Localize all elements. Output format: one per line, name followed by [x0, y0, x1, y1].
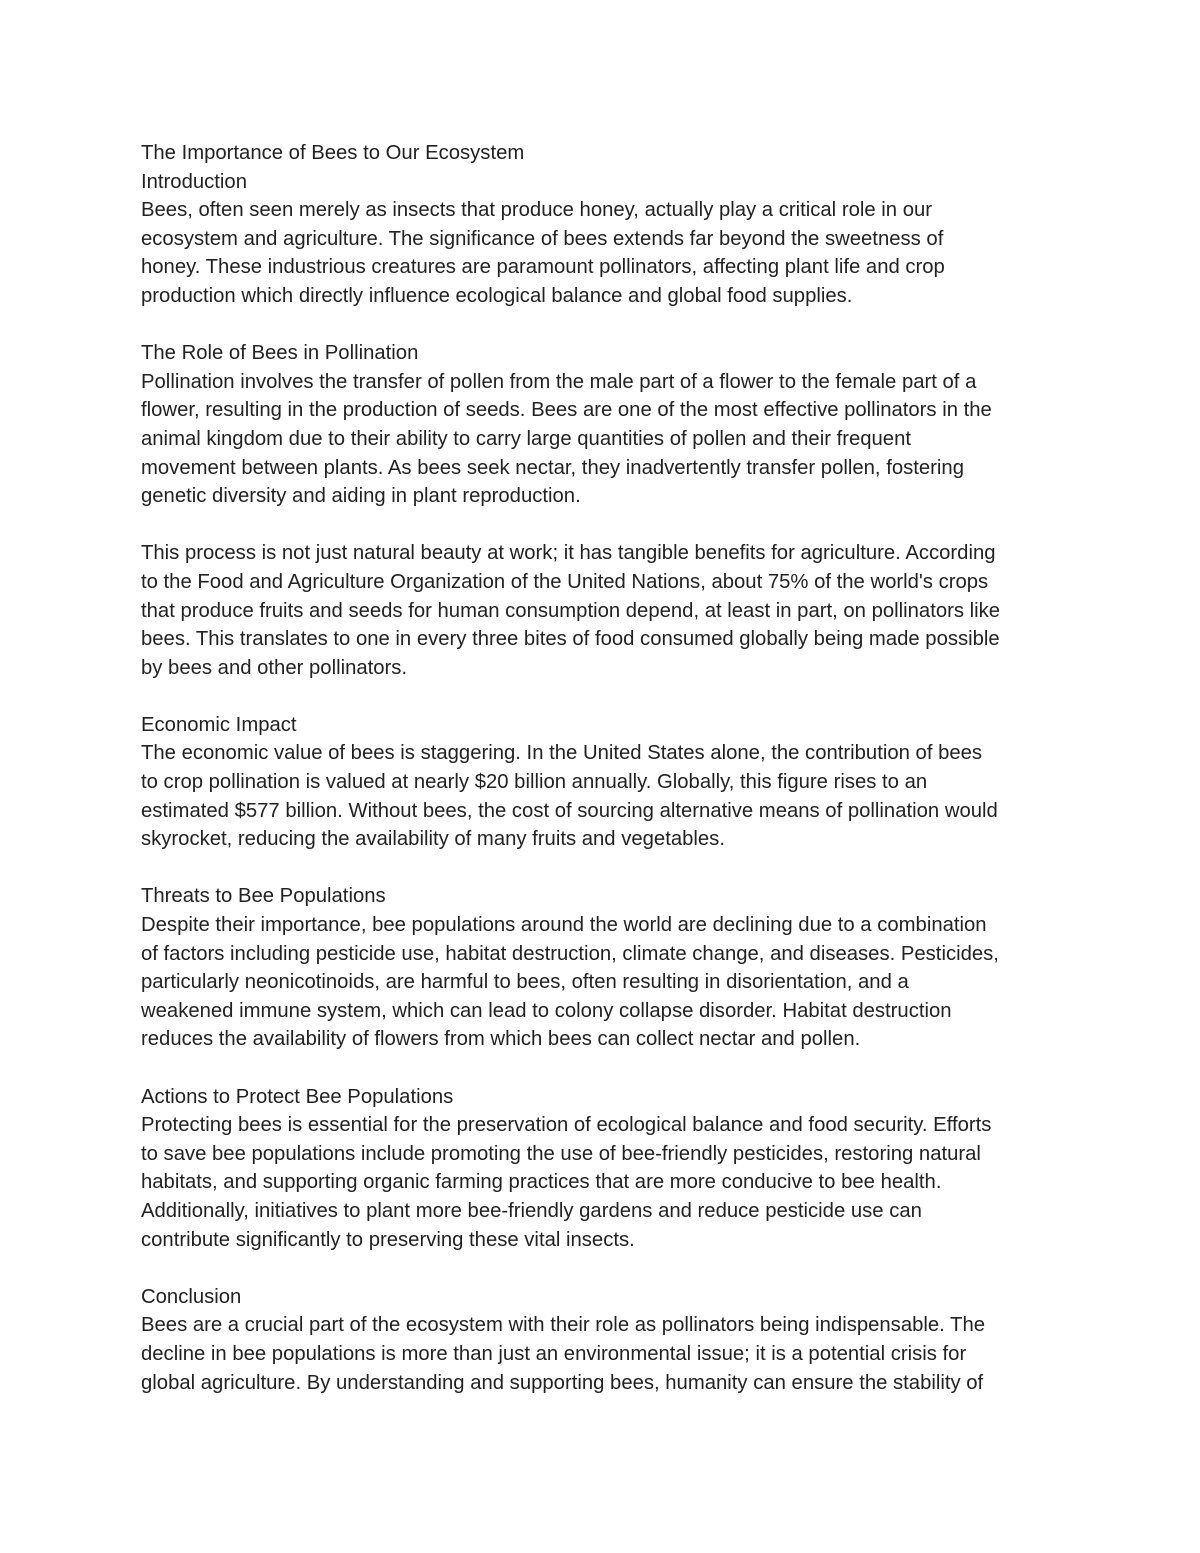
- paragraph-line: Pollination involves the transfer of pollen from the male part of a flower to the female part of a: [141, 370, 977, 393]
- paragraph-line: decline in bee populations is more than just an environmental issue; it is a potential crisis for: [141, 1342, 967, 1365]
- paragraph-line: genetic diversity and aiding in plant reproduction.: [141, 485, 581, 508]
- section-heading-introduction: Introduction: [141, 170, 247, 193]
- paragraph-line: to save bee populations include promoting the use of bee-friendly pesticides, restoring natural: [141, 1142, 981, 1165]
- paragraph-line: skyrocket, reducing the availability of many fruits and vegetables.: [141, 828, 725, 851]
- paragraph-line: honey. These industrious creatures are paramount pollinators, affecting plant life and crop: [141, 256, 945, 279]
- paragraph-spacer: [141, 311, 1066, 340]
- paragraph-line: movement between plants. As bees seek nectar, they inadvertently transfer pollen, fostering: [141, 456, 964, 479]
- paragraph-line: reduces the availability of flowers from which bees can collect nectar and pollen.: [141, 1028, 861, 1051]
- paragraph-line: by bees and other pollinators.: [141, 656, 408, 679]
- paragraph-line: that produce fruits and seeds for human consumption depend, at least in part, on pollinators like: [141, 599, 1001, 622]
- paragraph-line: habitats, and supporting organic farming practices that are more conducive to bee health.: [141, 1171, 942, 1194]
- paragraph-line: Protecting bees is essential for the preservation of ecological balance and food security. Efforts: [141, 1114, 992, 1137]
- paragraph-line: to the Food and Agriculture Organization of the United Nations, about 75% of the world's crops: [141, 570, 989, 593]
- paragraph-line: production which directly influence ecological balance and global food supplies.: [141, 284, 853, 307]
- paragraph-spacer: [141, 1254, 1066, 1283]
- section-heading-economic-impact: Economic Impact: [141, 713, 297, 736]
- paragraph-line: of factors including pesticide use, habitat destruction, climate change, and diseases. Pesticides,: [141, 942, 999, 965]
- paragraph-line: flower, resulting in the production of seeds. Bees are one of the most effective pollinators in the: [141, 399, 992, 422]
- paragraph-spacer: [141, 682, 1066, 711]
- paragraph-line: ecosystem and agriculture. The significance of bees extends far beyond the sweetness of: [141, 227, 944, 250]
- section-heading-conclusion: Conclusion: [141, 1285, 242, 1308]
- paragraph-line: Despite their importance, bee populations around the world are declining due to a combination: [141, 914, 987, 937]
- section-heading-actions: Actions to Protect Bee Populations: [141, 1085, 454, 1108]
- paragraph-line: global agriculture. By understanding and supporting bees, humanity can ensure the stability of: [141, 1371, 984, 1394]
- paragraph-line: Bees are a crucial part of the ecosystem with their role as pollinators being indispensable. The: [141, 1314, 986, 1337]
- paragraph-line: Additionally, initiatives to plant more bee-friendly gardens and reduce pesticide use can: [141, 1199, 922, 1222]
- paragraph-line: to crop pollination is valued at nearly $20 billion annually. Globally, this figure rises to an: [141, 771, 928, 794]
- document-title: The Importance of Bees to Our Ecosystem: [141, 142, 525, 164]
- paragraph-line: This process is not just natural beauty at work; it has tangible benefits for agriculture. According: [141, 542, 996, 565]
- paragraph-line: The economic value of bees is staggering. In the United States alone, the contribution of bees: [141, 742, 983, 765]
- paragraph-line: animal kingdom due to their ability to carry large quantities of pollen and their frequent: [141, 427, 912, 450]
- paragraph-line: Bees, often seen merely as insects that produce honey, actually play a critical role in our: [141, 199, 933, 222]
- paragraph-spacer: [141, 1054, 1066, 1083]
- section-heading-threats: Threats to Bee Populations: [141, 885, 386, 908]
- paragraph-line: contribute significantly to preserving these vital insects.: [141, 1228, 635, 1251]
- paragraph-line: weakened immune system, which can lead to colony collapse disorder. Habitat destruction: [141, 999, 952, 1022]
- paragraph-spacer: [141, 854, 1066, 883]
- paragraph-line: particularly neonicotinoids, are harmful to bees, often resulting in disorientation, and a: [141, 971, 909, 994]
- document-body: [141, 139, 1066, 1397]
- paragraph-line: estimated $577 billion. Without bees, the cost of sourcing alternative means of pollination would: [141, 799, 998, 822]
- paragraph-line: bees. This translates to one in every three bites of food consumed globally being made possible: [141, 628, 1000, 651]
- section-heading-pollination: The Role of Bees in Pollination: [141, 342, 419, 365]
- paragraph-spacer: [141, 511, 1066, 540]
